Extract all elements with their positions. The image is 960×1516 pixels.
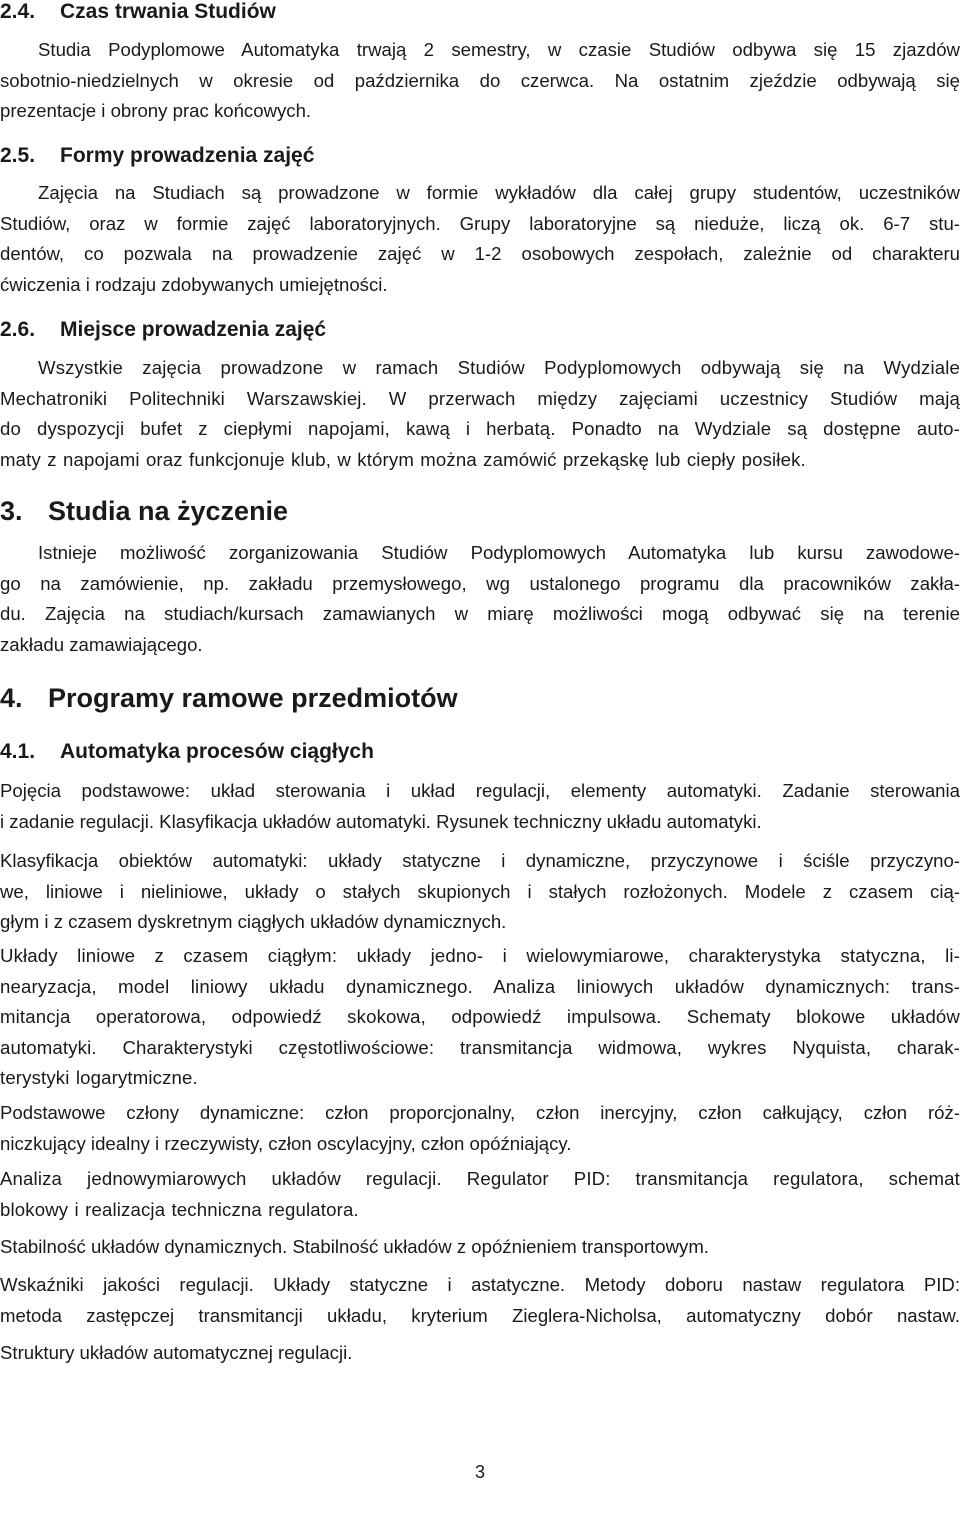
- section-2-6-paragraph: [0, 353, 960, 475]
- section-2-5-paragraph: [0, 178, 960, 300]
- text-line: metoda zastępczej transmitancji układu, kryterium Zieglera-Nicholsa, automatyczny dobór nastaw.: [0, 1304, 960, 1326]
- paragraph-5: [0, 1164, 960, 1225]
- text-line: Stabilność układów dynamicznych. Stabilność układów z opóźnieniem transportowym.: [0, 1236, 709, 1257]
- text-line: Klasyfikacja obiektów automatyki: układy statyczne i dynamiczne, przyczynowe i ściśle przyczyno-: [0, 850, 960, 871]
- text-line: i zadanie regulacji. Klasyfikacja układów automatyki. Rysunek techniczny układu automatyki.: [0, 810, 762, 832]
- text-line: go na zamówienie, np. zakładu przemysłowego, wg ustalonego programu dla pracowników zakła-: [0, 572, 960, 594]
- chapter-heading-4: [0, 680, 960, 716]
- text-line: Wskaźniki jakości regulacji. Układy statyczne i astatyczne. Metody doboru nastaw regulatora PID:: [0, 1274, 960, 1295]
- text-line: Podstawowe człony dynamiczne: człon proporcjonalny, człon inercyjny, człon całkujący, człon róż-: [0, 1102, 960, 1123]
- section-title: Formy prowadzenia zajęć: [60, 144, 315, 167]
- chapter-heading-3: [0, 493, 960, 529]
- text-line: Zajęcia na Studiach są prowadzone w formie wykładów dla całej grupy studentów, uczestników: [38, 182, 960, 203]
- section-title: Miejsce prowadzenia zajęć: [60, 318, 327, 341]
- text-line: mitancja operatorowa, odpowiedź skokowa, odpowiedź impulsowa. Schematy blokowe układów: [0, 1006, 960, 1027]
- section-title: Automatyka procesów ciągłych: [60, 740, 374, 763]
- text-line: Istnieje możliwość zorganizowania Studiów Podyplomowych Automatyka lub kursu zawodowe-: [38, 542, 960, 563]
- chapter-title: Studia na życzenie: [48, 496, 289, 526]
- paragraph-6: [0, 1232, 960, 1263]
- paragraph-8: [0, 1338, 960, 1369]
- section-heading-2-5: [0, 141, 960, 171]
- paragraph-3: [0, 941, 960, 1094]
- section-heading-2-6: [0, 315, 960, 345]
- text-line: du. Zajęcia na studiach/kursach zamawianych w miarę możliwości mogą odbywać się na terenie: [0, 603, 960, 624]
- section-number: 2.4.: [0, 0, 36, 23]
- paragraph-2: [0, 846, 960, 938]
- text-line: Struktury układów automatycznej regulacji.: [0, 1342, 353, 1363]
- text-line: dentów, co pozwala na prowadzenie zajęć w 1-2 osobowych zespołach, zależnie od charakteru: [0, 243, 960, 264]
- paragraph-7: [0, 1270, 960, 1331]
- text-line: Wszystkie zajęcia prowadzone w ramach Studiów Podyplomowych odbywają się na Wydziale: [38, 357, 960, 378]
- text-line: niczkujący idealny i rzeczywisty, człon oscylacyjny, człon opóźniający.: [0, 1132, 572, 1154]
- text-line: Studiów, oraz w formie zajęć laboratoryjnych. Grupy laboratoryjne są nieduże, liczą ok. 6-7 stu-: [0, 212, 960, 234]
- section-heading-2-4: [0, 0, 960, 27]
- text-line: prezentacje i obrony prac końcowych.: [0, 100, 312, 121]
- text-line: sobotnio-niedzielnych w okresie od października do czerwca. Na ostatnim zjeździe odbywają się: [0, 69, 960, 91]
- text-line: Układy liniowe z czasem ciągłym: układy jedno- i wielowymiarowe, charakterystyka statyczna, li-: [0, 945, 960, 966]
- section-number: 4.1.: [0, 740, 36, 763]
- text-line: Analiza jednowymiarowych układów regulacji. Regulator PID: transmitancja regulatora, schemat: [0, 1168, 960, 1189]
- text-line: głym i z czasem dyskretnym ciągłych układów dynamicznych.: [0, 911, 507, 932]
- paragraph-4: [0, 1098, 960, 1159]
- chapter-3-paragraph: [0, 538, 960, 660]
- chapter-number: 4.: [0, 683, 23, 713]
- chapter-title: Programy ramowe przedmiotów: [48, 683, 458, 713]
- text-line: ćwiczenia i rodzaju zdobywanych umiejętności.: [0, 273, 388, 295]
- section-title: Czas trwania Studiów: [60, 0, 276, 23]
- section-2-4-paragraph: [0, 35, 960, 127]
- paragraph-1: [0, 776, 960, 837]
- text-line: automatyki. Charakterystyki częstotliwościowe: transmitancja widmowa, wykres Nyquista, charak-: [0, 1036, 960, 1058]
- page-number: 3: [474, 1462, 485, 1482]
- text-line: Mechatroniki Politechniki Warszawskiej. W przerwach między zajęciami uczestnicy Studiów mają: [0, 387, 960, 409]
- text-line: Pojęcia podstawowe: układ sterowania i układ regulacji, elementy automatyki. Zadanie sterowania: [0, 780, 960, 801]
- chapter-number: 3.: [0, 496, 23, 526]
- text-line: maty z napojami oraz funkcjonuje klub, w którym można zamówić przekąskę lub ciepły posiłek.: [0, 448, 806, 470]
- text-line: blokowy i realizacja techniczna regulatora.: [0, 1198, 359, 1220]
- text-line: nearyzacja, model liniowy układu dynamicznego. Analiza liniowych układów dynamicznych: trans-: [0, 975, 960, 997]
- section-heading-4-1: [0, 737, 960, 767]
- text-line: zakładu zamawiającego.: [0, 633, 203, 655]
- text-line: do dyspozycji bufet z ciepłymi napojami, kawą i herbatą. Ponadto na Wydziale są dostępne auto-: [0, 418, 960, 439]
- text-line: we, liniowe i nieliniowe, układy o stałych skupionych i stałych rozłożonych. Modele z czasem cią-: [0, 880, 960, 902]
- text-line: Studia Podyplomowe Automatyka trwają 2 semestry, w czasie Studiów odbywa się 15 zjazdów: [38, 39, 960, 60]
- section-number: 2.6.: [0, 318, 36, 341]
- section-number: 2.5.: [0, 144, 36, 167]
- text-line: terystyki logarytmiczne.: [0, 1067, 198, 1088]
